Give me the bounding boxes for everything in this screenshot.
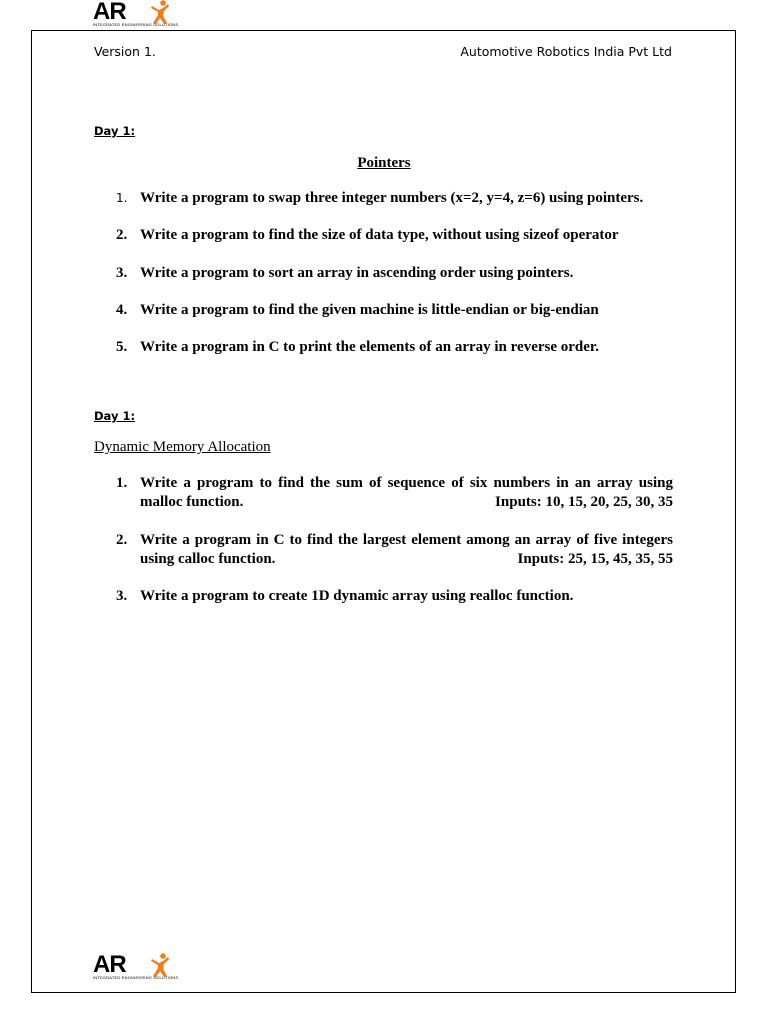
item-number: 3.: [116, 265, 128, 281]
list-item: [116, 474, 673, 514]
item-text-cont: malloc function.: [140, 494, 244, 510]
item-number: 3.: [116, 588, 128, 604]
company-name: Automotive Robotics India Pvt Ltd: [460, 44, 672, 59]
company-logo-bottom: [93, 953, 177, 981]
item-text: Write a program in C to print the elements of an array in reverse order.: [140, 339, 599, 355]
section-title-dma: Dynamic Memory Allocation: [94, 439, 271, 455]
item-inputs: Inputs: 25, 15, 45, 35, 55: [517, 551, 673, 567]
item-number: 1.: [116, 191, 128, 205]
item-text: Write a program to sort an array in ascending order using pointers.: [140, 265, 574, 281]
logo-figure-icon: [149, 0, 171, 24]
item-text: Write a program to swap three integer numbers (x=2, y=4, z=6) using pointers.: [140, 190, 644, 206]
item-text: Write a program to find the given machine is little-endian or big-endian: [140, 302, 599, 318]
logo-tagline: INTEGRATED ENGINEERING SOLUTIONS: [93, 22, 179, 27]
item-text: Write a program to find the sum of sequence of six numbers in an array using: [140, 475, 673, 491]
item-number: 4.: [116, 302, 128, 318]
item-inputs: Inputs: 10, 15, 20, 25, 30, 35: [495, 494, 673, 510]
item-text-cont: using calloc function.: [140, 551, 276, 567]
logo-figure-icon: [149, 953, 171, 977]
section-title-pointers: Pointers: [357, 155, 411, 171]
logo-mark: AR: [93, 951, 126, 978]
item-number: 5.: [116, 339, 128, 355]
logo-tagline: INTEGRATED ENGINEERING SOLUTIONS: [93, 975, 179, 980]
version-label: Version 1.: [94, 44, 156, 59]
item-text: Write a program to create 1D dynamic array using realloc function.: [140, 588, 574, 604]
item-number: 1.: [116, 475, 128, 491]
item-text: Write a program to find the size of data type, without using sizeof operator: [140, 227, 619, 243]
day-label: Day 1:: [94, 124, 136, 138]
item-text: Write a program in C to find the largest element among an array of five integers: [140, 532, 673, 548]
logo-mark: AR: [93, 0, 126, 25]
day-label: Day 1:: [94, 409, 136, 423]
item-number: 2.: [116, 227, 128, 243]
list-item: [116, 531, 673, 571]
item-number: 2.: [116, 532, 128, 548]
company-logo-top: [93, 0, 177, 28]
